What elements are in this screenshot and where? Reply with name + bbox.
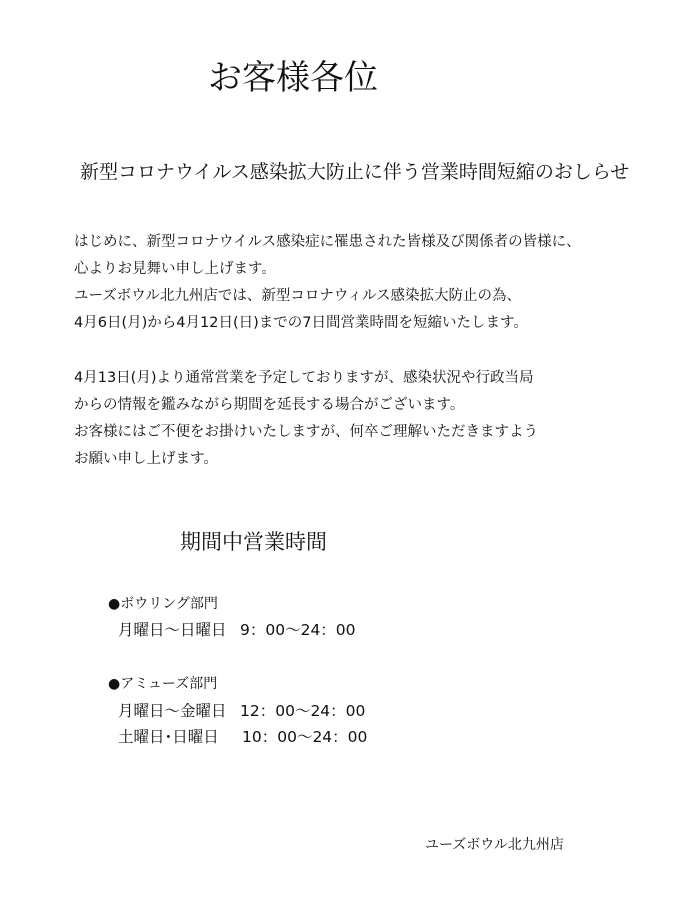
notice-subtitle: 新型コロナウイルス感染拡大防止に伴う営業時間短縮のおしらせ (80, 161, 630, 183)
days-label: 月曜日～金曜日 (118, 702, 227, 720)
paragraph-line: からの情報を鑑みながら期間を延長する場合がございます。 (74, 397, 465, 413)
paragraph-line: 4月6日(月)から4月12日(日)までの7日間営業時間を短縮いたします。 (74, 315, 528, 331)
hours-value: 9：00～24：00 (240, 621, 356, 639)
hours-value: 10：00～24：00 (242, 728, 368, 746)
bowling-hours-row (118, 618, 356, 642)
paragraph-line: 4月13日(月)より通常営業を予定しておりますが、感染状況や行政当局 (74, 370, 534, 386)
notice-title: お客様各位 (208, 58, 378, 98)
amusement-weekend-row (118, 725, 367, 749)
extension-paragraph (74, 365, 538, 473)
days-label: 土曜日･日曜日 (118, 728, 219, 746)
amusement-section-heading: ●アミューズ部門 (108, 676, 218, 692)
hours-value: 12：00～24：00 (240, 702, 366, 720)
paragraph-line: ユーズボウル北九州店では、新型コロナウィルス感染拡大防止の為、 (74, 288, 522, 304)
paragraph-line: 心よりお見舞い申し上げます。 (74, 261, 276, 277)
bowling-section-heading: ●ボウリング部門 (108, 596, 218, 612)
intro-paragraph (74, 229, 581, 337)
store-signature: ユーズボウル北九州店 (425, 837, 564, 853)
paragraph-line: お願い申し上げます。 (74, 451, 218, 467)
amusement-weekday-row (118, 699, 365, 723)
paragraph-line: お客様にはご不便をお掛けいたしますが、何卒ご理解いただきますよう (74, 424, 538, 440)
hours-heading: 期間中営業時間 (180, 530, 327, 554)
days-label: 月曜日～日曜日 (118, 621, 227, 639)
paragraph-line: はじめに、新型コロナウイルス感染症に罹患された皆様及び関係者の皆様に、 (74, 234, 581, 250)
